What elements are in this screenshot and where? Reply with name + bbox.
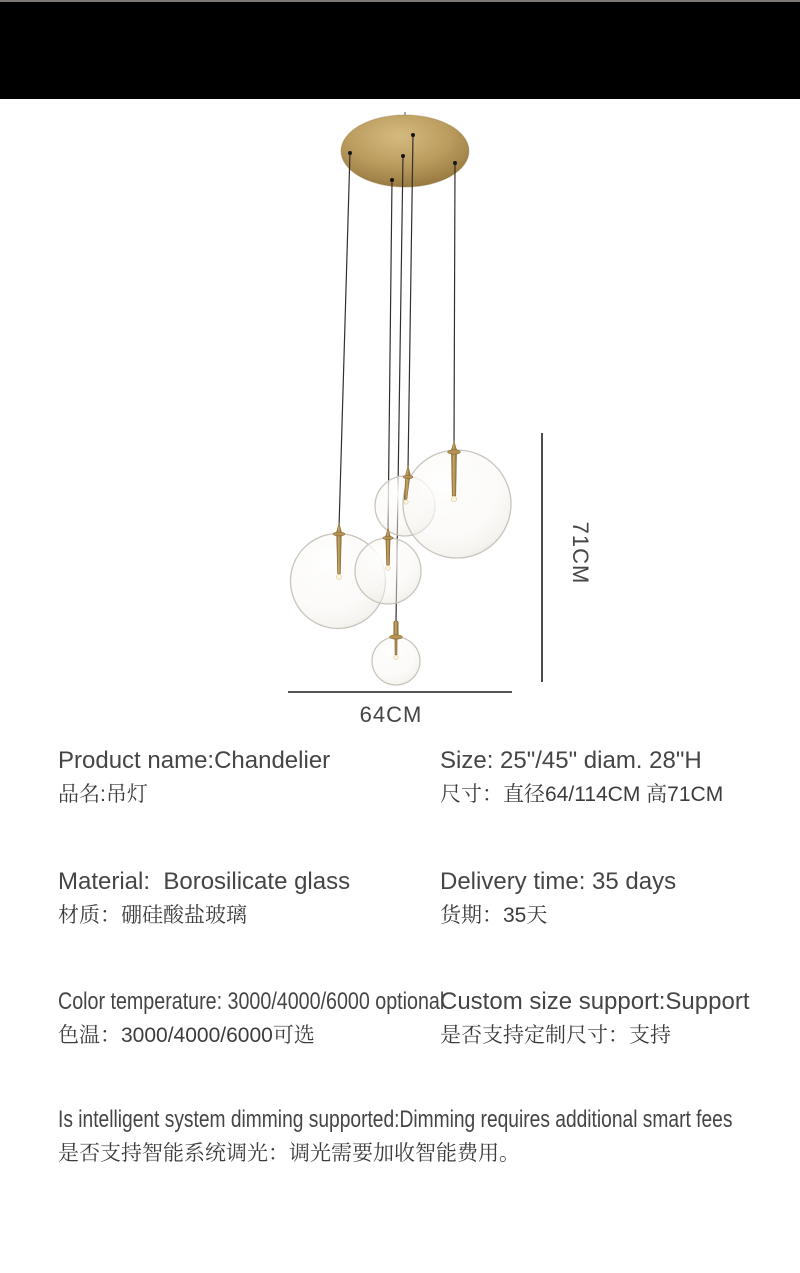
dimming-zh: 是否支持智能系统调光：调光需要加收智能费用。 [58,1142,520,1165]
dimming-en: Is intelligent system dimming supported:Dimming requires additional smart fees [58,1106,733,1133]
custom-size-en: Custom size support:Support [440,988,750,1015]
top-gray-strip [0,0,800,2]
custom-size-zh: 是否支持定制尺寸：支持 [440,1024,671,1047]
ceiling-canopy [341,112,469,187]
material-en: Material: Borosilicate glass [58,868,351,895]
product-name-zh: 品名:吊灯 [58,783,148,806]
delivery-time-en: Delivery time: 35 days [440,868,677,895]
delivery-time-zh: 货期：35天 [440,904,548,927]
width-dimension-label: 64CM [359,702,423,727]
product-name-en: Product name:Chandelier [58,747,331,774]
color-temperature-zh: 色温：3000/4000/6000可选 [58,1024,315,1047]
size-zh: 尺寸：直径64/114CM 高71CM [440,783,724,806]
size-en: Size: 25"/45" diam. 28"H [440,747,702,774]
header-banner [0,0,800,99]
material-zh: 材质：硼硅酸盐玻璃 [58,904,247,927]
height-dimension-label: 71CM [568,521,593,585]
glass-globe-top-right [403,450,511,558]
glass-globes [291,450,512,685]
color-temperature-en: Color temperature: 3000/4000/6000 optional [58,988,445,1015]
